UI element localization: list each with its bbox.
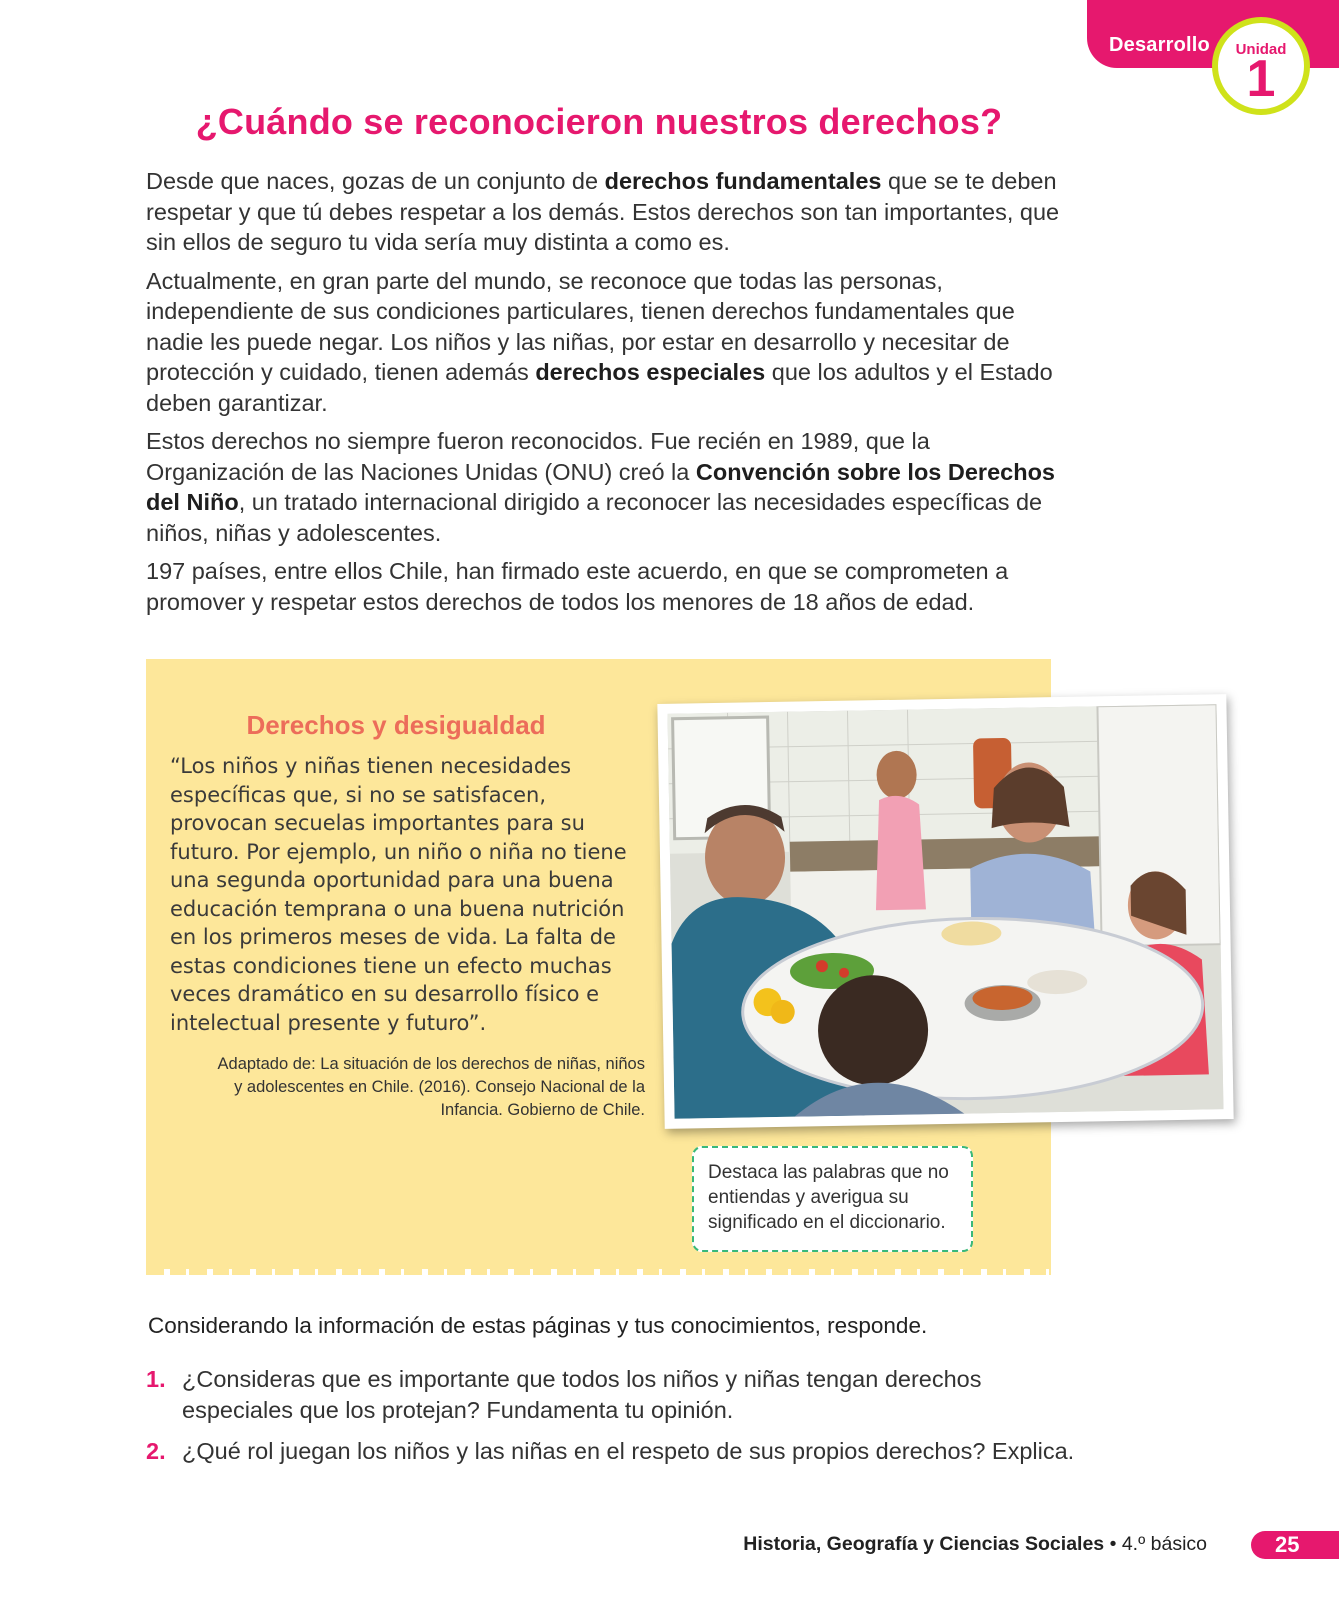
family-meal-photo — [668, 704, 1224, 1119]
paragraph-2-text-b: que los adultos y el Estado deben garantizar. — [146, 359, 1053, 416]
question-1-text: ¿Consideras que es importante que todos los niños y niñas tengan derechos especiales que los protejan? Fundamenta tu opinión. — [182, 1366, 982, 1423]
info-box-quote: “Los niños y niñas tienen necesidades específicas que, si no se satisfacen, provocan secuelas importantes para su futuro. Por ejemplo, un niño o niña no tiene una segunda oportunidad para una buena educación temprana o una buena nutrición en los primeros meses de vida. La falta de estas condiciones tiene un efecto muchas veces dramático en su desarrollo físico e intelectual presente y futuro”. — [170, 754, 627, 1035]
question-2-number: 2. — [146, 1438, 166, 1464]
page-number: 25 — [1251, 1531, 1339, 1559]
paragraph-1-bold: derechos fundamentales — [604, 168, 882, 194]
question-2-text: ¿Qué rol juegan los niños y las niñas en el respeto de sus propios derechos? Explica. — [182, 1438, 1075, 1464]
paragraph-1-text-a: Desde que naces, gozas de un conjunto de — [146, 168, 605, 194]
paragraph-3-text-a: Estos derechos no siempre fueron reconocidos. Fue recién en 1989, que la Organización de las Naciones Unidas (ONU) creó la — [146, 428, 930, 485]
tip-note: Destaca las palabras que no entiendas y averigua su significado en el diccionario. — [692, 1146, 973, 1252]
question-1-number: 1. — [146, 1366, 166, 1392]
family-photo-frame — [657, 694, 1233, 1129]
question-2 — [146, 1436, 1076, 1467]
question-1 — [146, 1364, 1076, 1426]
paragraph-3 — [146, 426, 1066, 548]
questions-prompt: Considerando la información de estas páginas y tus conocimientos, responde. — [148, 1313, 928, 1338]
unit-number: 1 — [1246, 50, 1276, 108]
footer-separator: • — [1104, 1533, 1122, 1555]
paragraph-3-bold: Convención sobre los Derechos del Niño — [146, 458, 1055, 515]
unit-word: Unidad — [1235, 41, 1287, 58]
footer — [743, 1533, 1207, 1556]
footer-subject: Historia, Geografía y Ciencias Sociales — [743, 1533, 1105, 1555]
unit-badge — [1212, 17, 1310, 115]
section-label: Desarrollo — [1109, 34, 1210, 56]
paragraph-2-bold: derechos especiales — [535, 359, 766, 385]
source-line-3: Infancia. Gobierno de Chile. — [440, 1101, 645, 1119]
source-line-1: Adaptado de: La situación de los derechos de niñas, niños — [217, 1055, 645, 1073]
paragraph-1 — [146, 166, 1066, 258]
paragraph-2-text-a: Actualmente, en gran parte del mundo, se reconoce que todas las personas, independiente de sus condiciones particulares, tienen derechos fundamentales que nadie les puede negar. Los niños y las niñas, por estar en desarrollo y necesitar de protección y cuidado, tienen además — [146, 267, 1015, 385]
footer-grade: 4.º básico — [1121, 1533, 1207, 1555]
info-box-title: Derechos y desigualdad — [246, 710, 546, 740]
info-box-source — [170, 1053, 645, 1122]
paragraph-2 — [146, 266, 1066, 419]
body-text — [146, 166, 1066, 625]
page-title: ¿Cuándo se reconocieron nuestros derechos? — [195, 101, 1003, 142]
paragraph-3-text-b: , un tratado internacional dirigido a reconocer las necesidades específicas de niños, niñas y adolescentes. — [146, 489, 1043, 546]
paragraph-4: 197 países, entre ellos Chile, han firmado este acuerdo, en que se comprometen a promover y respetar estos derechos de todos los menores de 18 años de edad. — [146, 558, 1009, 615]
paragraph-1-text-b: que se te deben respetar y que tú debes respetar a los demás. Estos derechos son tan importantes, que sin ellos de seguro tu vida sería muy distinta a como es. — [146, 168, 1060, 255]
source-line-2: y adolescentes en Chile. (2016). Consejo Nacional de la — [234, 1078, 645, 1096]
